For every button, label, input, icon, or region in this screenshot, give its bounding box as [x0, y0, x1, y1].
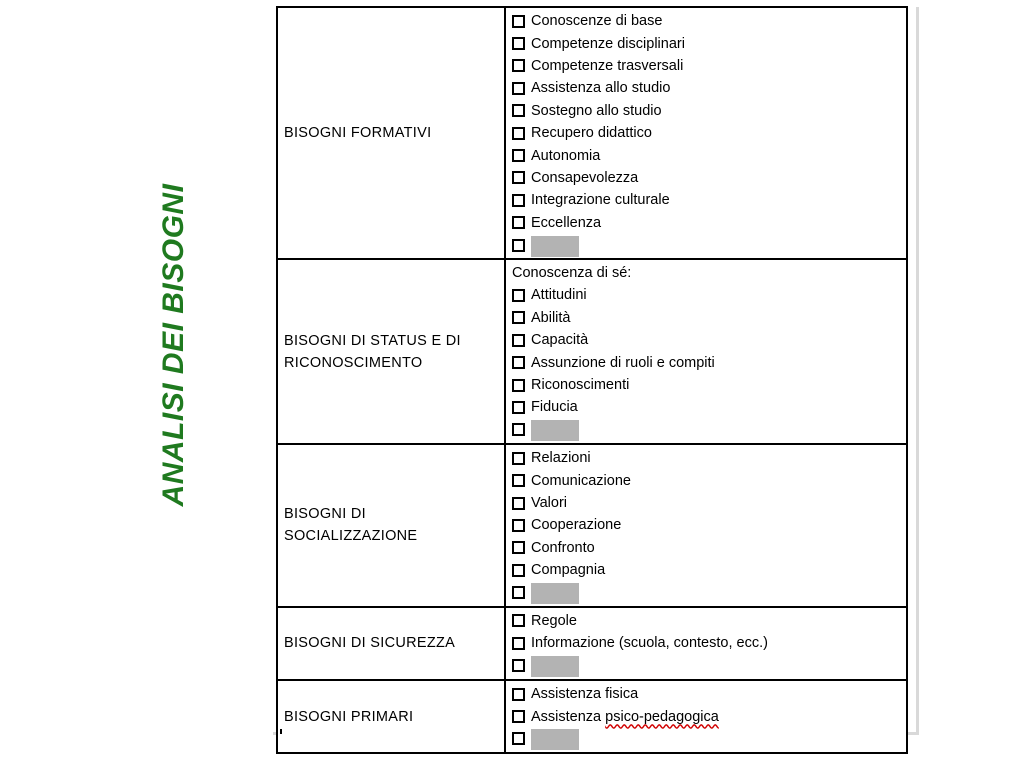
checkbox[interactable] [512, 637, 525, 650]
checkbox-label: Informazione (scuola, contesto, ecc.) [531, 635, 768, 652]
checkbox[interactable] [512, 59, 525, 72]
checkbox[interactable] [512, 149, 525, 162]
checkbox-label: Confronto [531, 539, 595, 556]
checkbox-label-prefix: Assistenza [531, 708, 606, 725]
table-row [277, 444, 907, 607]
cursor-mark [280, 729, 282, 734]
checkbox-label: Compagnia [531, 562, 606, 579]
category-label: BISOGNI FORMATIVI [284, 125, 432, 142]
checkbox[interactable] [512, 732, 525, 745]
checkbox-item[interactable] [512, 610, 906, 632]
table-row [277, 607, 907, 680]
checkbox-item[interactable] [512, 122, 906, 144]
options-cell [505, 259, 907, 444]
checkbox-item[interactable] [512, 167, 906, 189]
category-label: BISOGNI PRIMARI [284, 708, 414, 725]
options-cell [505, 680, 907, 753]
checkbox-label: Abilità [531, 309, 571, 326]
checkbox[interactable] [512, 452, 525, 465]
checkbox[interactable] [512, 37, 525, 50]
checkbox[interactable] [512, 311, 525, 324]
checkbox-item[interactable] [512, 189, 906, 211]
checkbox-item[interactable] [512, 144, 906, 166]
spellcheck-flagged-word: psico-pedagogica [605, 708, 719, 725]
checkbox[interactable] [512, 519, 525, 532]
checkbox[interactable] [512, 15, 525, 28]
checkbox[interactable] [512, 356, 525, 369]
checkbox[interactable] [512, 688, 525, 701]
blank-fill-field[interactable] [531, 420, 579, 441]
category-cell [277, 259, 505, 444]
checkbox[interactable] [512, 586, 525, 599]
checkbox-item[interactable] [512, 492, 906, 514]
checkbox-label [531, 709, 719, 725]
options-cell [505, 7, 907, 259]
checkbox-item[interactable] [512, 32, 906, 54]
checkbox-item[interactable] [512, 447, 906, 469]
page-title: ANALISI DEI BISOGNI [157, 183, 190, 507]
category-label-line2: SOCIALIZZAZIONE [284, 528, 418, 545]
checkbox-label: Competenze trasversali [531, 57, 684, 74]
checkbox-label: Riconoscimenti [531, 377, 630, 394]
checkbox-label: Assistenza fisica [531, 686, 639, 703]
checkbox-label: Autonomia [531, 147, 601, 164]
category-cell [277, 7, 505, 259]
checkbox-item[interactable] [512, 10, 906, 32]
checkbox-item[interactable] [512, 514, 906, 536]
table-row [277, 7, 907, 259]
checkbox[interactable] [512, 614, 525, 627]
checkbox-item[interactable] [512, 632, 906, 654]
checkbox-label: Recupero didattico [531, 125, 652, 142]
checkbox-item[interactable] [512, 212, 906, 234]
blank-fill-field[interactable] [531, 236, 579, 257]
checkbox[interactable] [512, 497, 525, 510]
category-label-line1: BISOGNI DI STATUS E DI [284, 332, 461, 349]
checkbox-item[interactable] [512, 705, 906, 727]
checkbox-label: Valori [531, 495, 567, 511]
checkbox[interactable] [512, 659, 525, 672]
checkbox-item[interactable] [512, 683, 906, 705]
checkbox-item[interactable] [512, 559, 906, 581]
checkbox[interactable] [512, 474, 525, 487]
checkbox[interactable] [512, 104, 525, 117]
checkbox-label: Competenze disciplinari [531, 35, 685, 52]
blank-fill-field[interactable] [531, 729, 579, 750]
checkbox-item-other[interactable] [512, 728, 906, 750]
checkbox[interactable] [512, 379, 525, 392]
options-cell [505, 444, 907, 607]
checkbox-item[interactable] [512, 77, 906, 99]
checkbox[interactable] [512, 127, 525, 140]
checkbox-label: Comunicazione [531, 472, 631, 489]
checkbox[interactable] [512, 239, 525, 252]
category-label-line2: RICONOSCIMENTO [284, 354, 423, 371]
checkbox[interactable] [512, 334, 525, 347]
checkbox-item[interactable] [512, 396, 906, 418]
checkbox-item[interactable] [512, 284, 906, 306]
checkbox[interactable] [512, 194, 525, 207]
blank-fill-field[interactable] [531, 656, 579, 677]
checkbox-label: Fiducia [531, 399, 578, 416]
checkbox-label: Assunzione di ruoli e compiti [531, 354, 715, 371]
options-cell [505, 607, 907, 680]
checkbox[interactable] [512, 423, 525, 436]
checkbox-label: Consapevolezza [531, 169, 639, 186]
checkbox[interactable] [512, 216, 525, 229]
checkbox-label: Assistenza allo studio [531, 80, 671, 97]
checkbox-item-other[interactable] [512, 581, 906, 603]
checkbox-label: Cooperazione [531, 517, 622, 534]
checkbox-label: Conoscenze di base [531, 13, 663, 30]
checkbox-item[interactable] [512, 374, 906, 396]
category-cell [277, 680, 505, 753]
checkbox-item[interactable] [512, 537, 906, 559]
checkbox-label: Integrazione culturale [531, 192, 670, 209]
checkbox-item-other[interactable] [512, 655, 906, 677]
checkbox-label: Sostegno allo studio [531, 102, 662, 119]
table-row [277, 680, 907, 753]
checkbox-label: Capacità [531, 332, 589, 349]
checkbox[interactable] [512, 401, 525, 414]
category-label: BISOGNI DI SICUREZZA [284, 635, 456, 652]
checkbox-item[interactable] [512, 307, 906, 329]
blank-fill-field[interactable] [531, 583, 579, 604]
table-row [277, 259, 907, 444]
subheading: Conoscenza di sé: [512, 265, 632, 282]
checkbox[interactable] [512, 171, 525, 184]
category-cell [277, 444, 505, 607]
checkbox-item[interactable] [512, 351, 906, 373]
category-label-line1: BISOGNI DI [284, 506, 366, 523]
checkbox[interactable] [512, 710, 525, 723]
checkbox-item[interactable] [512, 100, 906, 122]
checkbox-label: Relazioni [531, 450, 591, 467]
needs-analysis-table [276, 6, 908, 754]
checkbox-label: Eccellenza [531, 214, 602, 231]
checkbox-item[interactable] [512, 329, 906, 351]
checkbox-label: Regole [531, 612, 577, 629]
checkbox-item[interactable] [512, 469, 906, 491]
checkbox-item[interactable] [512, 55, 906, 77]
checkbox-item-other[interactable] [512, 234, 906, 256]
checkbox[interactable] [512, 564, 525, 577]
checkbox[interactable] [512, 541, 525, 554]
checkbox[interactable] [512, 82, 525, 95]
category-cell [277, 607, 505, 680]
checkbox-label: Attitudini [531, 287, 587, 304]
checkbox[interactable] [512, 289, 525, 302]
checkbox-item-other[interactable] [512, 419, 906, 441]
